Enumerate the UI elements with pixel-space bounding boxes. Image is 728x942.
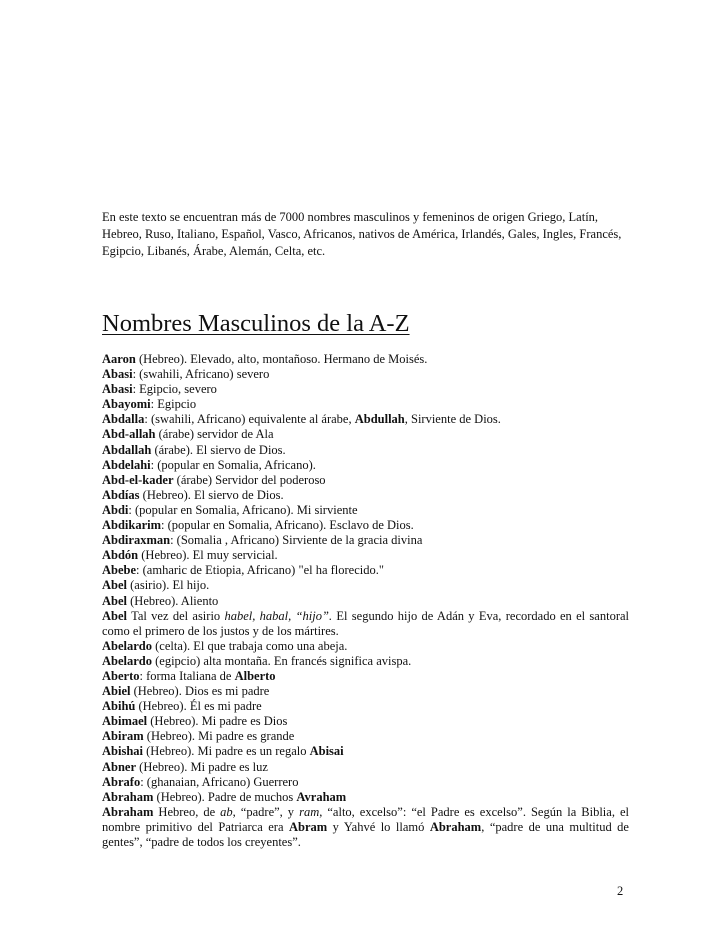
entry-text: (árabe) servidor de Ala [155, 427, 274, 442]
entry-name: Abebe [102, 563, 137, 578]
entry-text: (asirio). El hijo. [127, 578, 210, 593]
name-entry [102, 594, 629, 609]
entry-text: : (popular en Somalia, Africano). [150, 457, 316, 472]
name-entry [102, 654, 629, 669]
name-entry [102, 488, 629, 503]
entry-name: Abimael [102, 714, 148, 729]
name-entry [102, 458, 629, 473]
name-entry-list [102, 352, 629, 850]
entry-text: , “alto, excelso”: “el Padre es excelso”. Según la Biblia, el nombre primitivo del Patriarca era [102, 804, 629, 834]
entry-text: El segundo hijo de Adán y Eva, recordado en el santoral como el primero de los justos y de los mártires. [102, 608, 630, 638]
name-entry [102, 639, 629, 654]
entry-name: Abdikarim [102, 518, 162, 533]
entry-name: Abram [288, 819, 328, 834]
name-entry [102, 412, 629, 427]
entry-text: , Sirviente de Dios. [404, 412, 501, 427]
entry-name: Abel [102, 608, 127, 623]
entry-name: Abel [102, 578, 127, 593]
entry-text: , “padre”, y [232, 804, 300, 819]
entry-name: Abel [102, 593, 127, 608]
name-entry [102, 744, 629, 759]
entry-name: Abdiraxman [102, 533, 171, 548]
page-number: 2 [617, 884, 624, 898]
entry-name: Abihú [102, 699, 136, 714]
entry-text: y Yahvé lo llamó [327, 819, 430, 834]
name-entry [102, 805, 629, 850]
entry-text: (Hebreo). Él es mi padre [135, 699, 262, 714]
entry-text: (celta). El que trabaja como una abeja. [152, 638, 348, 653]
entry-text: (Hebreo). Padre de muchos [153, 789, 297, 804]
entry-name: Abdalla [102, 412, 145, 427]
entry-text: (Hebreo). El muy servicial. [138, 548, 278, 563]
name-entry [102, 382, 629, 397]
entry-name: Aberto [102, 668, 140, 683]
entry-italic-text: ab [220, 804, 233, 819]
entry-text: (Hebreo). Dios es mi padre [130, 684, 270, 699]
entry-name: Abisai [309, 744, 344, 759]
name-entry [102, 533, 629, 548]
entry-text: : Egipcio [150, 397, 197, 412]
entry-name: Abdías [102, 487, 140, 502]
entry-text: Hebreo, de [153, 804, 221, 819]
entry-text: (Hebreo). Elevado, alto, montañoso. Hermano de Moisés. [135, 352, 428, 366]
entry-text: (Hebreo). Mi padre es grande [143, 729, 295, 744]
name-entry [102, 427, 629, 442]
entry-name: Abishai [102, 744, 143, 759]
entry-text: (Hebreo). Mi padre es luz [136, 759, 268, 774]
entry-name: Abdelahi [102, 457, 151, 472]
name-entry [102, 518, 629, 533]
entry-name: Abraham [102, 789, 154, 804]
entry-italic-text: habel, habal, “hijo”. [224, 608, 333, 623]
name-entry [102, 578, 629, 593]
entry-name: Abd-el-kader [102, 472, 174, 487]
entry-italic-text: ram [299, 804, 320, 819]
entry-name: Abasi [102, 382, 133, 397]
entry-text: (árabe). El siervo de Dios. [151, 442, 286, 457]
entry-name: Avraham [296, 789, 347, 804]
name-entry [102, 684, 629, 699]
entry-text: : (popular en Somalia, Africano). Esclavo de Dios. [161, 518, 414, 533]
entry-name: Abayomi [102, 397, 151, 412]
name-entry [102, 548, 629, 563]
name-entry [102, 760, 629, 775]
name-entry [102, 443, 629, 458]
entry-text: , “padre de una multitud de gentes”, “padre de todos los creyentes”. [102, 819, 629, 849]
entry-name: Aaron [102, 352, 136, 366]
entry-name: Abasi [102, 367, 133, 382]
entry-text: : (swahili, Africano) severo [132, 367, 270, 382]
entry-name: Abelardo [102, 638, 152, 653]
name-entry [102, 473, 629, 488]
entry-text: (Hebreo). Mi padre es Dios [147, 714, 288, 729]
name-entry [102, 397, 629, 412]
entry-name: Abner [102, 759, 137, 774]
name-entry [102, 714, 629, 729]
entry-text: : (amharic de Etiopia, Africano) "el ha florecido." [136, 563, 384, 578]
entry-text: : (swahili, Africano) equivalente al árabe, [144, 412, 355, 427]
entry-name: Abdallah [102, 442, 152, 457]
entry-text: : (ghanaian, Africano) Guerrero [140, 774, 299, 789]
name-entry [102, 775, 629, 790]
entry-text: : (popular en Somalia, Africano). Mi sirviente [128, 502, 358, 517]
name-entry [102, 563, 629, 578]
entry-name: Abiel [102, 684, 131, 699]
name-entry [102, 699, 629, 714]
entry-text: (egipcio) alta montaña. En francés significa avispa. [152, 653, 412, 668]
entry-text: : Egipcio, severo [132, 382, 217, 397]
entry-name: Abraham [102, 804, 154, 819]
entry-name: Abdullah [354, 412, 405, 427]
entry-text: : (Somalia , Africano) Sirviente de la gracia divina [170, 533, 423, 548]
entry-name: Abrafo [102, 774, 141, 789]
name-entry [102, 729, 629, 744]
section-heading: Nombres Masculinos de la A-Z [102, 310, 410, 337]
name-entry [102, 352, 629, 367]
intro-paragraph: En este texto se encuentran más de 7000 nombres masculinos y femeninos de origen Griego, Latín, Hebreo, Ruso, Italiano, Español, Vasco, Africanos, nativos de América, Irlandés, Gales, Ingles, Francés, Egipcio, Libanés, Árabe, Alemán, Celta, etc. [102, 210, 622, 258]
entry-text: Tal vez del asirio [127, 608, 225, 623]
entry-name: Abd-allah [102, 427, 156, 442]
entry-name: Alberto [234, 668, 276, 683]
name-entry [102, 790, 629, 805]
entry-name: Abdón [102, 548, 139, 563]
entry-name: Abelardo [102, 653, 152, 668]
name-entry [102, 609, 629, 639]
name-entry [102, 367, 629, 382]
entry-name: Abraham [429, 819, 482, 834]
entry-text: (Hebreo). Mi padre es un regalo [143, 744, 310, 759]
entry-name: Abdi [102, 502, 129, 517]
entry-text: : forma Italiana de [139, 668, 235, 683]
entry-text: (Hebreo). El siervo de Dios. [139, 487, 284, 502]
name-entry [102, 503, 629, 518]
entry-text: (árabe) Servidor del poderoso [173, 472, 326, 487]
name-entry [102, 669, 629, 684]
entry-text: (Hebreo). Aliento [127, 593, 219, 608]
entry-name: Abiram [102, 729, 144, 744]
